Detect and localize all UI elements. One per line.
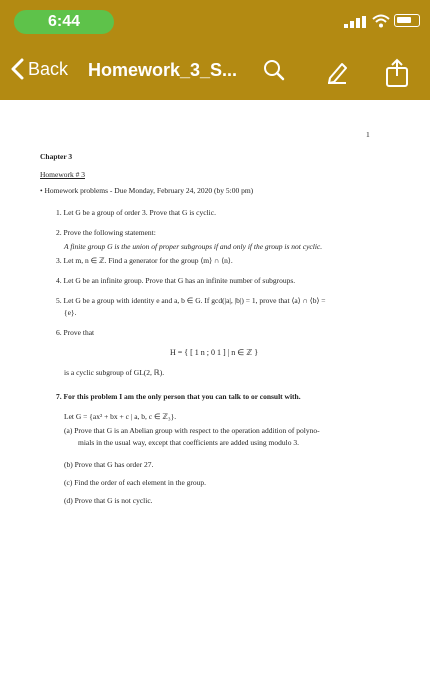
matrix-set: H = { [ 1 n ; 0 1 ] | n ∈ ℤ } bbox=[170, 348, 259, 357]
problem-7b: (b) Prove that G has order 27. bbox=[64, 460, 154, 469]
problem-3: 3. Let m, n ∈ ℤ. Find a generator for the group ⟨m⟩ ∩ ⟨n⟩. bbox=[56, 256, 233, 265]
problem-5-cont: {e}. bbox=[64, 308, 77, 317]
back-label: Back bbox=[28, 58, 69, 79]
problem-7: 7. For this problem I am the only person that you can talk to or consult with. bbox=[56, 392, 301, 401]
search-icon[interactable] bbox=[262, 58, 286, 82]
problem-7a: (a) Prove that G is an Abelian group with respect to the operation addition of polyno- bbox=[64, 426, 320, 435]
problem-7d: (d) Prove that G is not cyclic. bbox=[64, 496, 153, 505]
problem-7c: (c) Find the order of each element in the group. bbox=[64, 478, 207, 487]
wifi-icon bbox=[372, 14, 390, 28]
problem-6: 6. Prove that bbox=[56, 328, 95, 337]
problem-7-def: Let G = {ax² + bx + c | a, b, c ∈ ℤ₃}. bbox=[64, 412, 177, 421]
battery-icon bbox=[394, 14, 420, 27]
problem-5: 5. Let G be a group with identity e and a, b ∈ G. If gcd(|a|, |b|) = 1, prove that ⟨a⟩ ∩ ⟨b⟩ = bbox=[56, 296, 326, 305]
time-pill: 6:44 bbox=[14, 10, 114, 34]
problem-4: 4. Let G be an infinite group. Prove that G has an infinite number of subgroups. bbox=[56, 276, 296, 285]
due-date-line: • Homework problems - Due Monday, February 24, 2020 (by 5:00 pm) bbox=[40, 186, 254, 195]
nav-bar bbox=[0, 52, 430, 96]
page-number: 1 bbox=[366, 130, 370, 139]
share-icon[interactable] bbox=[384, 58, 410, 88]
problem-6-cont: is a cyclic subgroup of GL(2, ℝ). bbox=[64, 368, 165, 377]
problem-2-statement: A finite group G is the union of proper subgroups if and only if the group is not cyclic. bbox=[64, 242, 323, 251]
back-button[interactable] bbox=[10, 58, 68, 80]
problem-1: 1. Let G be a group of order 3. Prove that G is cyclic. bbox=[56, 208, 216, 217]
pdf-page bbox=[0, 100, 430, 700]
document-title: Homework_3_S... bbox=[88, 60, 238, 80]
problem-7a-cont: mials in the usual way, except that coefficients are added using modulo 3. bbox=[78, 438, 299, 447]
top-bar bbox=[0, 0, 430, 100]
pen-icon[interactable] bbox=[324, 58, 350, 84]
signal-icon bbox=[344, 16, 366, 28]
chapter-heading: Chapter 3 bbox=[40, 152, 73, 161]
status-bar bbox=[0, 0, 430, 40]
chevron-left-icon bbox=[10, 58, 24, 80]
homework-heading: Homework # 3 bbox=[40, 170, 85, 179]
problem-2: 2. Prove the following statement: bbox=[56, 228, 156, 237]
